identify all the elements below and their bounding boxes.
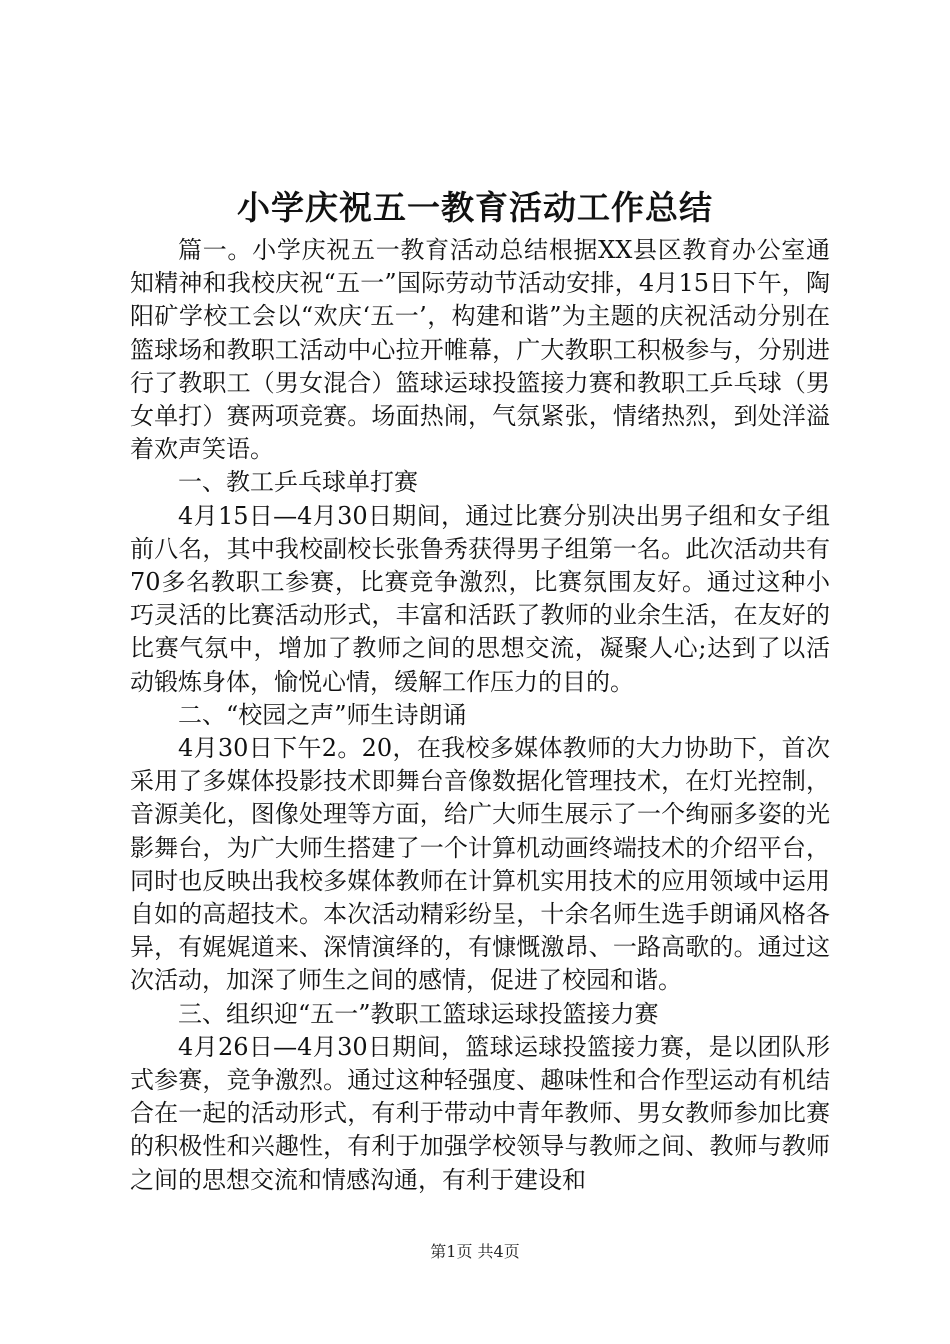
paragraph-section-3: 4月26日—4月30日期间，篮球运球投篮接力赛，是以团队形式参赛，竞争激烈。通过这种轻强度、趣味性和合作型运动有机结合在一起的活动形式，有利于带动中青年教师、男女教师参加比赛的积极性和兴趣性，有利于加强学校领导与教师之间、教师与教师之间的思想交流和情感沟通，有利于建设和 — [130, 1032, 830, 1194]
page-number-footer: 第1页 共4页 — [430, 1242, 520, 1261]
document-title: 小学庆祝五一教育活动工作总结 — [237, 188, 713, 227]
section-heading-1: 一、教工乒乓球单打赛 — [178, 468, 418, 497]
paragraph-section-1: 4月15日—4月30日期间，通过比赛分别决出男子组和女子组前八名，其中我校副校长张鲁秀获得男子组第一名。此次活动共有70多名教职工参赛，比赛竞争激烈，比赛氛围友好。通过这种小巧灵活的比赛活动形式，丰富和活跃了教师的业余生活，在友好的比赛气氛中，增加了教师之间的思想交流，凝聚人心;达到了以活动锻炼身体，愉悦心情，缓解工作压力的目的。 — [130, 501, 830, 696]
section-heading-3: 三、组织迎“五一”教职工篮球运球投篮接力赛 — [178, 999, 659, 1028]
section-heading-2: 二、“校园之声”师生诗朗诵 — [178, 700, 467, 729]
paragraph-intro: 篇一。小学庆祝五一教育活动总结根据XX县区教育办公室通知精神和我校庆祝“五一”国际劳动节活动安排，4月15日下午，陶阳矿学校工会以“欢庆‘五一’，构建和谐”为主题的庆祝活动分别在篮球场和教职工活动中心拉开帷幕，广大教职工积极参与，分别进行了教职工（男女混合）篮球运球投篮接力赛和教职工乒乓球（男女单打）赛两项竞赛。场面热闹，气氛紧张，情绪热烈，到处洋溢着欢声笑语。 — [130, 236, 830, 464]
paragraph-section-2: 4月30日下午2。20，在我校多媒体教师的大力协助下，首次采用了多媒体投影技术即舞台音像数据化管理技术，在灯光控制，音源美化，图像处理等方面，给广大师生展示了一个绚丽多姿的光影舞台，为广大师生搭建了一个计算机动画终端技术的介绍平台，同时也反映出我校多媒体教师在计算机实用技术的应用领域中运用自如的高超技术。本次活动精彩纷呈，十余名师生选手朗诵风格各异，有娓娓道来、深情演绎的，有慷慨激昂、一路高歌的。通过这次活动，加深了师生之间的感情，促进了校园和谐。 — [130, 734, 830, 995]
document-body — [130, 234, 830, 1197]
